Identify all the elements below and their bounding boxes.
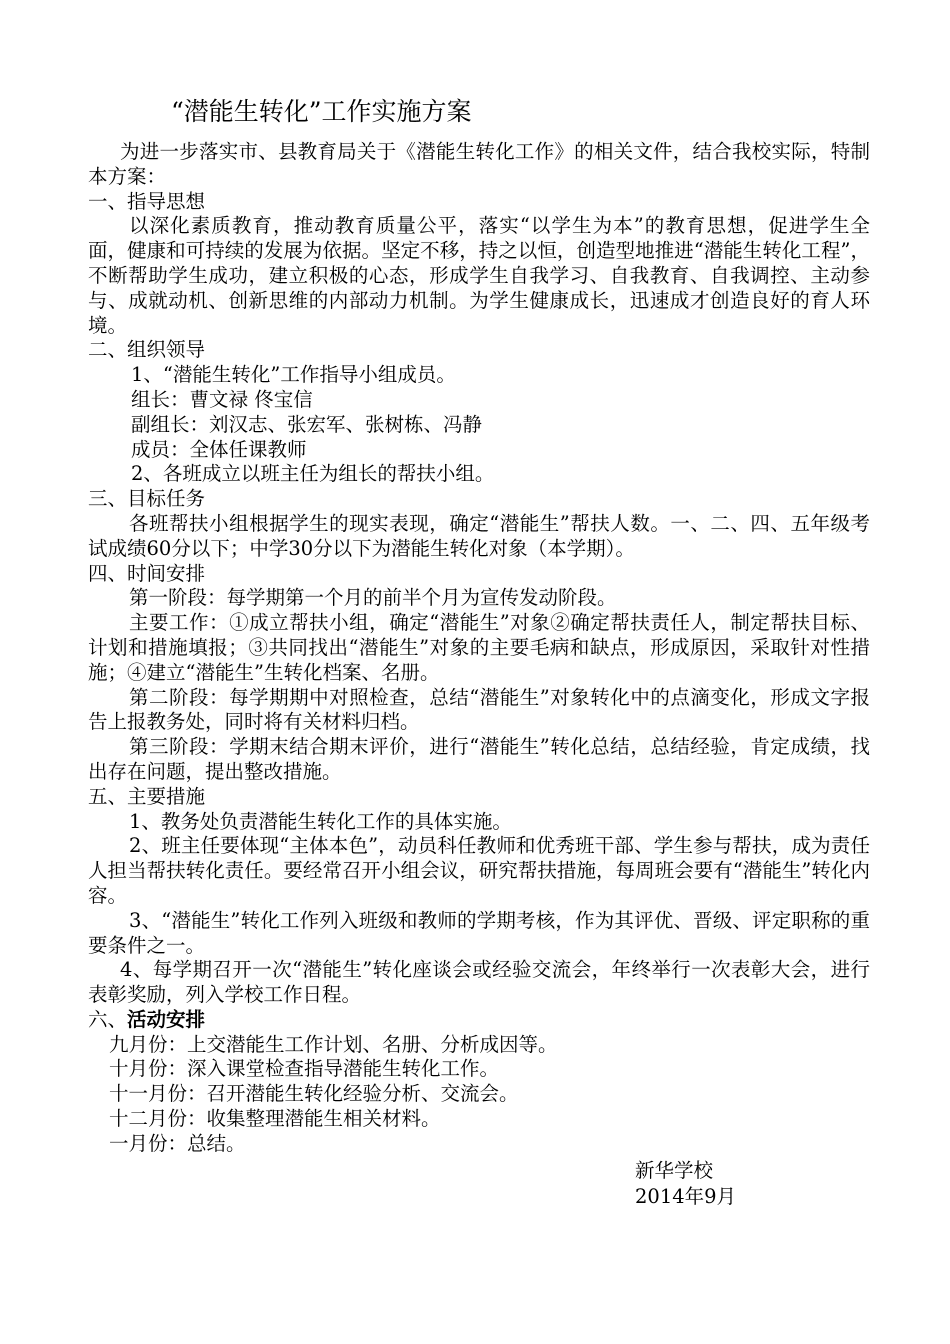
section-4-stage-2: 第二阶段：每学期期中对照检查，总结“潜能生”对象转化中的点滴变化，形成文字报告上报教务处，同时将有关材料归档。 [88, 685, 870, 734]
section-5-measure-2: 2、班主任要体现“主体本色”，动员科任教师和优秀班干部、学生参与帮扶，成为责任人担当帮扶转化责任。要经常召开小组会议，研究帮扶措施，每周班会要有“潜能生”转化内容。 [88, 834, 870, 907]
section-4-stage-1: 第一阶段：每学期第一个月的前半个月为宣传发动阶段。 [129, 586, 617, 610]
section-6-january: 一月份：总结。 [109, 1131, 246, 1155]
document-body [88, 140, 870, 1157]
signature-school: 新华学校 [635, 1159, 714, 1182]
section-6-heading-title: 活动安排 [127, 1007, 206, 1031]
document-title: “潜能生转化”工作实施方案 [171, 97, 472, 126]
section-3-text: 各班帮扶小组根据学生的现实表现，确定“潜能生”帮扶人数。一、二、四、五年级考试成绩60分以下；中学30分以下为潜能生转化对象（本学期）。 [88, 511, 870, 560]
section-6-december: 十二月份：收集整理潜能生相关材料。 [109, 1107, 441, 1131]
section-2-item-1: 1、“潜能生转化”工作指导小组成员。 [131, 363, 456, 387]
section-5-measure-4: 4、每学期召开一次“潜能生”转化座谈会或经验交流会，年终举行一次表彰大会，进行表彰奖励，列入学校工作日程。 [88, 958, 870, 1007]
section-1-text: 以深化素质教育，推动教育质量公平，落实“以学生为本”的教育思想，促进学生全面，健康和可持续的发展为依据。坚定不移，持之以恒，创造型地推进“潜能生转化工程”，不断帮助学生成功，建立积极的心态，形成学生自我学习、自我教育、自我调控、主动参与、成就动机、创新思维的内部动力机制。为学生健康成长，迅速成才创造良好的育人环境。 [88, 214, 870, 337]
section-5-heading: 五、主要措施 [88, 784, 206, 808]
section-6-heading [88, 1008, 870, 1033]
section-6-september: 九月份：上交潜能生工作计划、名册、分析成因等。 [109, 1032, 558, 1056]
section-4-stage-3: 第三阶段：学期末结合期末评价，进行“潜能生”转化总结，总结经验，肯定成绩，找出存在问题，提出整改措施。 [88, 735, 870, 783]
section-2-item-2: 2、各班成立以班主任为组长的帮扶小组。 [131, 462, 495, 486]
section-6-october: 十月份：深入课堂检查指导潜能生转化工作。 [109, 1057, 500, 1081]
signature-date: 2014年9月 [635, 1185, 737, 1208]
section-4-main-work: 主要工作：①成立帮扶小组，确定“潜能生”对象②确定帮扶责任人，制定帮扶目标、计划和措施填报；③共同找出“潜能生”对象的主要毛病和缺点，形成原因，采取针对性措施；④建立“潜能生”生转化档案、名册。 [88, 611, 870, 684]
section-3-heading: 三、目标任务 [88, 487, 206, 511]
section-2-deputy: 副组长：刘汉志、张宏军、张树栋、冯静 [131, 412, 483, 436]
section-2-leader: 组长：曹文禄 佟宝信 [131, 387, 313, 411]
section-2-members: 成员：全体任课教师 [131, 437, 307, 461]
section-5-measure-1: 1、教务处负责潜能生转化工作的具体实施。 [129, 809, 512, 833]
section-5-measure-3: 3、“潜能生”转化工作列入班级和教师的学期考核，作为其评优、晋级、评定职称的重要条件之一。 [88, 908, 870, 957]
section-6-november: 十一月份：召开潜能生转化经验分析、交流会。 [109, 1082, 519, 1106]
intro-paragraph: 为进一步落实市、县教育局关于《潜能生转化工作》的相关文件，结合我校实际，特制本方案： [88, 140, 870, 188]
section-2-heading: 二、组织领导 [88, 338, 206, 362]
section-4-heading: 四、时间安排 [88, 561, 206, 585]
signature-block [635, 1158, 736, 1210]
section-1-heading: 一、指导思想 [88, 189, 206, 213]
section-6-heading-number: 六、 [88, 1007, 128, 1031]
